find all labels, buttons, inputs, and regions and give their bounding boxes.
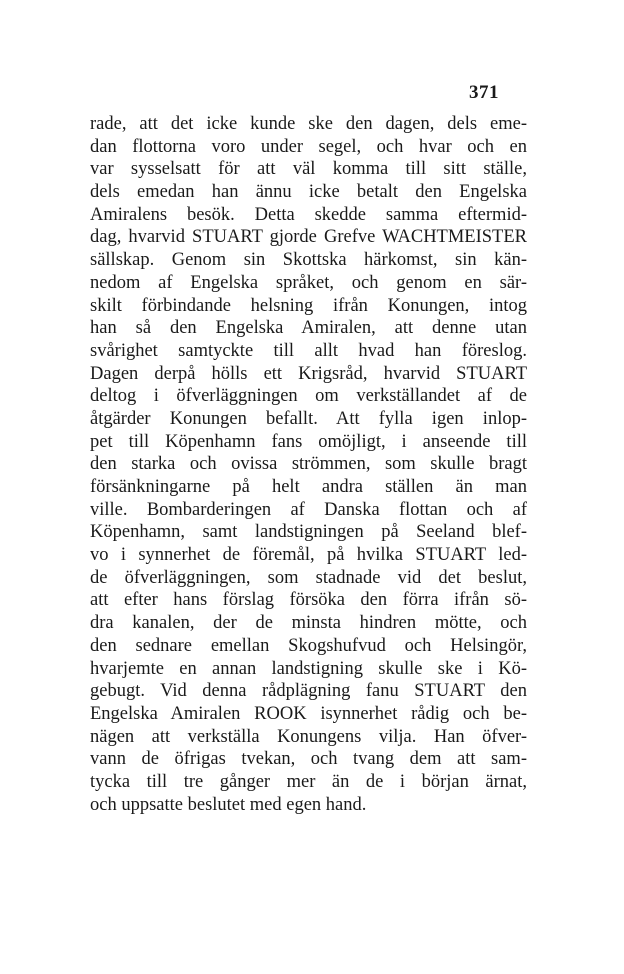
text-line: ville. Bombarderingen af Danska flottan och af: [90, 499, 527, 520]
text-line: vann de öfrigas tvekan, och tvang dem att sam-: [90, 749, 527, 770]
text-line: Amiralens besök. Detta skedde samma eftermid-: [90, 204, 527, 225]
text-line: skilt förbindande helsning ifrån Konungen, intog: [90, 295, 527, 316]
text-line: dag, hvarvid STUART gjorde Grefve WACHTMEISTER: [90, 227, 527, 248]
text-line: vo i synnerhet de föremål, på hvilka STUART led-: [90, 545, 527, 566]
page-number: 371: [469, 82, 499, 103]
text-line: nedom af Engelska språket, och genom en sär-: [90, 272, 527, 293]
text-line: var sysselsatt för att väl komma till sitt ställe,: [90, 159, 527, 180]
text-line: de öfverläggningen, som stadnade vid det beslut,: [90, 567, 527, 588]
text-line: dels emedan han ännu icke betalt den Engelska: [90, 182, 527, 203]
text-line: sällskap. Genom sin Skottska härkomst, sin kän-: [90, 250, 527, 271]
text-line: han så den Engelska Amiralen, att denne utan: [90, 318, 527, 339]
text-line: dra kanalen, der de minsta hindren mötte, och: [90, 613, 527, 634]
text-line: försänkningarne på helt andra ställen än man: [90, 477, 527, 497]
text-line: den sednare emellan Skogshufvud och Helsingör,: [90, 635, 527, 656]
text-line: Dagen derpå hölls ett Krigsråd, hvarvid STUART: [90, 363, 527, 384]
text-line: pet till Köpenhamn fans omöjligt, i anseende till: [90, 431, 527, 452]
text-line: gebugt. Vid denna rådplägning fanu STUART den: [90, 681, 527, 702]
text-line: svårighet samtyckte till allt hvad han föreslog.: [90, 340, 527, 361]
text-line: den starka och ovissa strömmen, som skulle bragt: [90, 454, 527, 475]
text-line: deltog i öfverläggningen om verkställandet af de: [90, 386, 527, 407]
text-line: Engelska Amiralen ROOK isynnerhet rådig och be-: [90, 703, 527, 724]
text-line: åtgärder Konungen befallt. Att fylla igen inlop-: [90, 408, 527, 429]
text-line: nägen att verkställa Konungens vilja. Han öfver-: [90, 726, 527, 747]
text-line: och uppsatte beslutet med egen hand.: [90, 794, 367, 815]
text-line: tycka till tre gånger mer än de i början ärnat,: [90, 771, 527, 792]
text-line: dan flottorna voro under segel, och hvar och en: [90, 136, 527, 157]
text-line: att efter hans förslag försöka den förra ifrån sö-: [90, 590, 527, 611]
text-line: rade, att det icke kunde ske den dagen, dels eme-: [90, 114, 527, 134]
text-line: hvarjemte en annan landstigning skulle ske i Kö-: [90, 658, 527, 679]
body-text: [90, 113, 527, 816]
text-line: Köpenhamn, samt landstigningen på Seeland blef-: [90, 522, 527, 543]
